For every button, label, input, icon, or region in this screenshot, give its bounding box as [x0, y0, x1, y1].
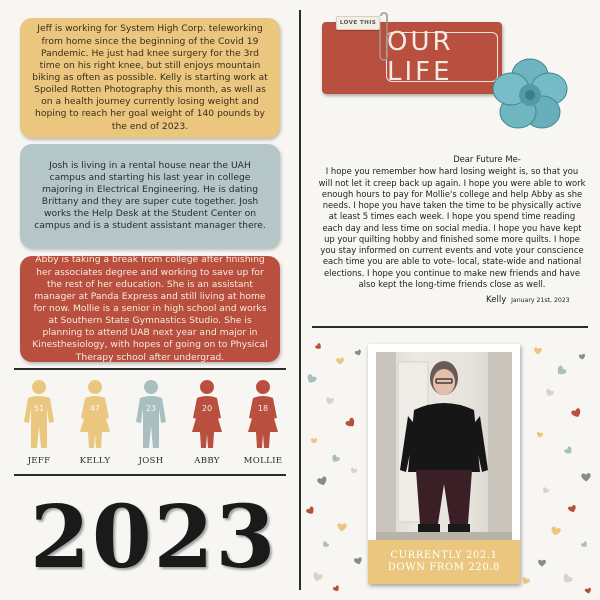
figure-age: 47	[89, 404, 101, 413]
note-jeff-kelly-text: Jeff is working for System High Corp. teleworking from home since the beginning of the Covid 19 Pandemic. He just had knee surgery for the 3rd time on his right knee, but still enjoys mountain biking as often as possible. Kelly is starting work at Spoiled Rotten Photography this month, as well as on a health journey currently losing weight and hoping to reach her goal weight of 140 pounds by the end of 2023.	[32, 23, 268, 132]
note-jeff-kelly	[20, 18, 280, 138]
our-life-banner	[322, 22, 502, 94]
heart-icon	[312, 572, 324, 583]
male-figure-icon	[128, 378, 174, 450]
heart-icon	[325, 397, 334, 405]
heart-icon	[311, 438, 317, 444]
flower-icon	[488, 58, 572, 132]
heart-icon	[306, 506, 316, 516]
heart-icon	[568, 505, 578, 514]
future-me-letter	[318, 154, 586, 290]
figure-josh	[128, 378, 174, 468]
heart-icon	[354, 349, 362, 356]
heart-icon	[536, 432, 543, 439]
heart-icon	[580, 541, 588, 549]
heart-icon	[521, 576, 531, 585]
female-figure-icon	[240, 378, 286, 450]
heart-icon	[317, 476, 328, 487]
letter-body: I hope you remember how hard losing weight is, so that you will not let it creep back up again. I hope you were able to work enough hours to pay for Mollie's college and help Abby as she needs. I hope you have taken the time to be physically active at least 5 times each week. I hope you spend time reading each day and less time on social media. I hope you have kept up your quilting hobby and finished some more quilts. I hope you stay informed on current events and vote your conscience each time you are able to vote- local, state-wide and national elections. I hope you continue to make new friends and have also kept the long-time friends close as well.	[318, 166, 586, 289]
letter-greeting: Dear Future Me-	[453, 154, 521, 164]
caption-line-current: CURRENTLY 202.1	[390, 550, 498, 561]
heart-icon	[330, 454, 340, 464]
center-divider	[299, 10, 301, 590]
figure-age: 18	[257, 404, 269, 413]
heart-icon	[541, 487, 549, 495]
banner-frame	[386, 27, 498, 87]
family-figures	[14, 378, 286, 468]
heart-icon	[538, 560, 546, 567]
figure-name: KELLY	[79, 456, 111, 466]
heart-icon	[337, 523, 347, 531]
banner-title: OUR LIFE	[387, 27, 454, 87]
heart-icon	[555, 365, 567, 377]
note-abby-mollie-text: Abby is taking a break from college after finishing her associates degree and working to save up for the rest of her education. She is an assistant manager at Panda Express and still living at home for now. Mollie is a senior in high school and works at Southern State Gymnastics Studio. She is planning to attend UAB next year and major in Kinesthesiology, with hopes of going on to Physical Therapy school after undergrad.	[32, 254, 268, 363]
signature-name: Kelly	[486, 295, 507, 305]
portrait-photo	[376, 352, 512, 540]
heart-icon	[564, 446, 574, 456]
figure-age: 51	[33, 404, 45, 413]
figure-mollie	[240, 378, 286, 468]
heart-icon	[354, 557, 363, 565]
heart-icon	[581, 473, 591, 482]
figure-name: MOLLIE	[243, 456, 283, 466]
heart-icon	[544, 388, 554, 398]
figure-age: 20	[201, 404, 213, 413]
note-abby-mollie	[20, 256, 280, 362]
female-figure-icon	[184, 378, 230, 450]
portrait-photo-frame	[368, 344, 520, 584]
left-divider-lower	[14, 474, 286, 476]
heart-icon	[321, 541, 329, 549]
figure-jeff	[16, 378, 62, 468]
heart-icon	[345, 417, 357, 429]
heart-icon	[534, 347, 543, 355]
heart-icon	[350, 467, 358, 474]
note-josh-text: Josh is living in a rental house near the UAH campus and starting his last year in college majoring in Electrical Engineering. He is dating Brittany and they are super cute together. Josh works the Help Desk at the Student Center on campus and is a student assistant manager there.	[34, 159, 266, 232]
heart-icon	[332, 585, 340, 593]
caption-line-start: DOWN FROM 220.8	[387, 562, 501, 573]
weight-caption	[368, 540, 520, 584]
heart-icon	[305, 373, 317, 385]
heart-icon	[561, 573, 573, 585]
heart-icon	[571, 408, 583, 419]
signature-date: January 21st, 2023	[511, 297, 570, 304]
left-divider-upper	[14, 368, 286, 370]
figure-name: JOSH	[138, 456, 164, 466]
heart-icon	[579, 354, 586, 360]
portrait-person-image	[376, 352, 512, 540]
heart-icon	[336, 357, 345, 365]
figure-abby	[184, 378, 230, 468]
figure-name: ABBY	[194, 456, 220, 466]
male-figure-icon	[16, 378, 62, 450]
female-figure-icon	[72, 378, 118, 450]
love-this-tag: LOVE THIS	[336, 16, 380, 30]
year-title: 2023	[30, 487, 278, 588]
right-divider	[312, 326, 588, 328]
heart-icon	[315, 343, 323, 351]
letter-signature	[486, 295, 570, 305]
heart-icon	[585, 587, 592, 594]
note-josh	[20, 144, 280, 248]
heart-icon	[550, 526, 561, 536]
figure-age: 23	[145, 404, 157, 413]
figure-kelly	[72, 378, 118, 468]
figure-name: JEFF	[27, 456, 51, 466]
